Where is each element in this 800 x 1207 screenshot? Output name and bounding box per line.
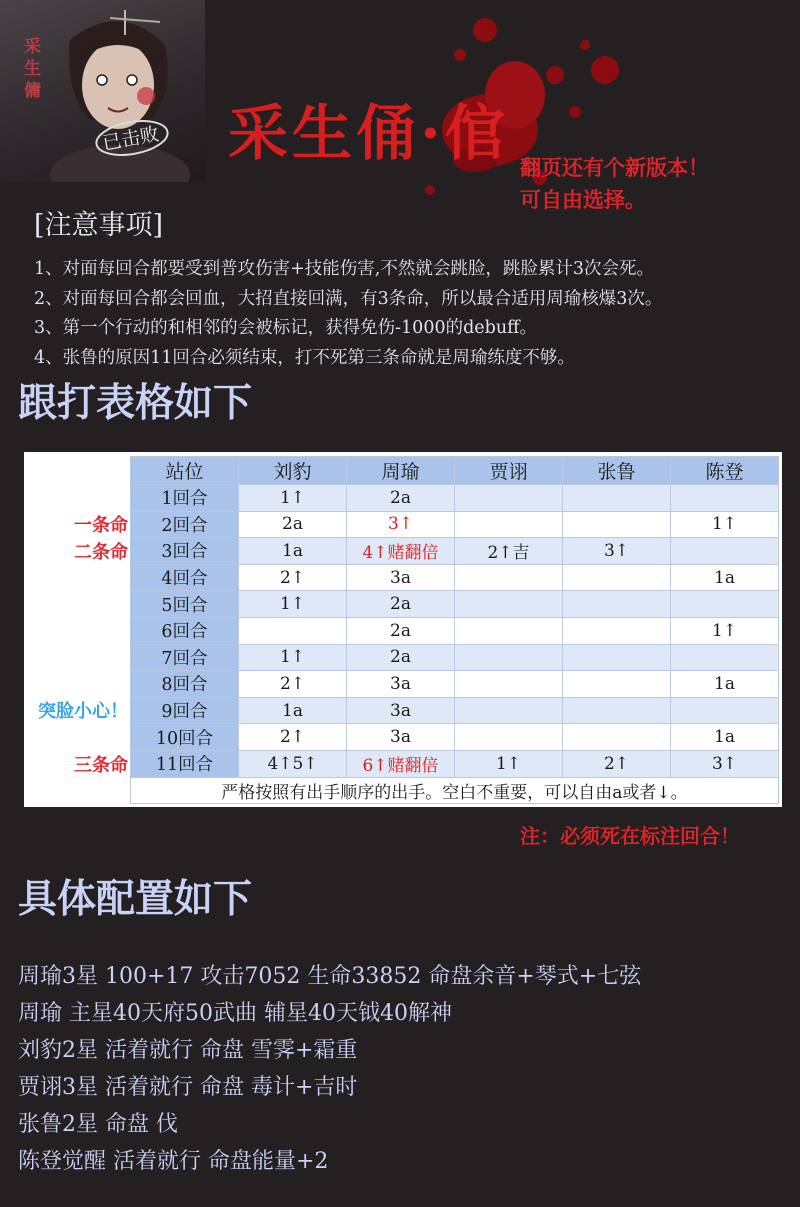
- notice-item: 3、第一个行动的和相邻的会被标记，获得免伤-1000的debuff。: [34, 318, 538, 338]
- table-row: [131, 538, 779, 565]
- table-cell: [455, 511, 563, 538]
- table-cell: 1a: [239, 538, 347, 565]
- table-cell: [563, 591, 671, 618]
- table-cell: [671, 591, 779, 618]
- table-cell: 4↑5↑: [239, 750, 347, 777]
- table-cell: [239, 617, 347, 644]
- table-cell: 3a: [347, 671, 455, 698]
- table-cell: 3a: [347, 564, 455, 591]
- round-cell: 10回合: [131, 724, 239, 751]
- table-cell: 2↑吉: [455, 538, 563, 565]
- round-cell: 4回合: [131, 564, 239, 591]
- table-cell: 1↑: [239, 644, 347, 671]
- table-cell: 2↑: [239, 671, 347, 698]
- turn-order-table-panel: [24, 452, 782, 807]
- notice-item: 4、张鲁的原因11回合必须结束，打不死第三条命就是周瑜练度不够。: [34, 347, 575, 368]
- config-line: 贾诩3星 活着就行 命盘 毒计+吉时: [18, 1075, 358, 1100]
- round-cell: 7回合: [131, 644, 239, 671]
- table-cell: 1a: [671, 564, 779, 591]
- table-cell: [455, 697, 563, 724]
- table-cell: 2a: [347, 644, 455, 671]
- round-cell: 3回合: [131, 538, 239, 565]
- header-jiaxu: 贾诩: [455, 457, 563, 485]
- table-cell: 1↑: [239, 485, 347, 512]
- portrait-vertical-text: 采生傭: [24, 37, 41, 101]
- table-cell: 1↑: [455, 750, 563, 777]
- table-cell: [455, 564, 563, 591]
- top-note-line: 翻页还有个新版本！: [520, 155, 709, 180]
- round-cell: 1回合: [131, 485, 239, 512]
- table-cell: [671, 644, 779, 671]
- table-footnote: 严格按照有出手顺序的出手。空白不重要，可以自由a或者↓。: [131, 777, 779, 804]
- table-row: [131, 485, 779, 512]
- table-cell: [455, 591, 563, 618]
- table-cell: 2↑: [239, 564, 347, 591]
- config-line: 刘豹2星 活着就行 命盘 雪霁+霜重: [18, 1038, 358, 1063]
- table-cell: 2a: [347, 617, 455, 644]
- table-cell: 3↑: [671, 750, 779, 777]
- config-line: 周瑜3星 100+17 攻击7052 生命33852 命盘余音+琴式+七弦: [18, 964, 642, 989]
- table-cell: [563, 671, 671, 698]
- config-line: 周瑜 主星40天府50武曲 辅星40天钺40解神: [18, 1001, 452, 1026]
- table-cell: 3a: [347, 697, 455, 724]
- row-side-label: 突脸小心！: [38, 701, 128, 723]
- table-row: [131, 671, 779, 698]
- notice-heading: [注意事项]: [34, 210, 164, 241]
- table-cell: 2a: [239, 511, 347, 538]
- config-list: [18, 958, 641, 1180]
- table-cell: 2a: [347, 591, 455, 618]
- table-cell: [563, 564, 671, 591]
- row-side-label: 三条命: [74, 754, 128, 776]
- table-cell: 2a: [347, 485, 455, 512]
- header-position: 站位: [131, 457, 239, 485]
- config-heading: 具体配置如下: [18, 876, 253, 922]
- boss-portrait: [0, 0, 205, 182]
- table-cell: 1a: [239, 697, 347, 724]
- table-row: [131, 750, 779, 777]
- table-cell: [455, 617, 563, 644]
- table-heading: 跟打表格如下: [18, 380, 253, 426]
- table-row: [131, 564, 779, 591]
- notice-item: 1、对面每回合都要受到普攻伤害+技能伤害,不然就会跳脸，跳脸累计3次会死。: [34, 259, 654, 279]
- header-liubao: 刘豹: [239, 457, 347, 485]
- table-row: [131, 617, 779, 644]
- boss-title: 采生俑·倌: [228, 99, 509, 169]
- table-cell: 1a: [671, 724, 779, 751]
- table-cell: 3↑: [563, 538, 671, 565]
- table-cell: [563, 644, 671, 671]
- table-cell: [563, 617, 671, 644]
- table-cell: 4↑赌翻倍: [347, 538, 455, 565]
- round-cell: 2回合: [131, 511, 239, 538]
- table-cell: [671, 538, 779, 565]
- round-cell: 9回合: [131, 697, 239, 724]
- round-cell: 8回合: [131, 671, 239, 698]
- table-row: [131, 644, 779, 671]
- table-cell: [563, 724, 671, 751]
- top-note-line: 可自由选择。: [520, 187, 646, 212]
- row-side-label: 一条命: [74, 515, 128, 537]
- table-row: [131, 511, 779, 538]
- notice-list: [34, 255, 662, 373]
- table-cell: 1↑: [671, 617, 779, 644]
- defeated-stamp: 已击败: [100, 123, 161, 155]
- table-footnote-row: [131, 777, 779, 804]
- table-cell: [671, 697, 779, 724]
- config-line: 张鲁2星 命盘 伐: [18, 1112, 178, 1137]
- round-cell: 11回合: [131, 750, 239, 777]
- table-cell: 6↑赌翻倍: [347, 750, 455, 777]
- table-cell: 1↑: [671, 511, 779, 538]
- table-row: [131, 724, 779, 751]
- round-cell: 5回合: [131, 591, 239, 618]
- table-cell: [455, 671, 563, 698]
- top-note: [520, 152, 709, 216]
- table-cell: 1a: [671, 671, 779, 698]
- header-zhouyu: 周瑜: [347, 457, 455, 485]
- row-side-label: 二条命: [74, 541, 128, 563]
- turn-order-table: [130, 456, 779, 804]
- table-cell: [455, 724, 563, 751]
- table-row: [131, 591, 779, 618]
- header-zhanglu: 张鲁: [563, 457, 671, 485]
- table-cell: [455, 485, 563, 512]
- table-cell: 1↑: [239, 591, 347, 618]
- table-header-row: [131, 457, 779, 485]
- table-row: [131, 697, 779, 724]
- table-cell: 3↑: [347, 511, 455, 538]
- table-cell: [563, 511, 671, 538]
- table-cell: 2↑: [563, 750, 671, 777]
- table-cell: [455, 644, 563, 671]
- table-cell: [563, 485, 671, 512]
- round-cell: 6回合: [131, 617, 239, 644]
- config-line: 陈登觉醒 活着就行 命盘能量+2: [18, 1149, 329, 1174]
- notice-item: 2、对面每回合都会回血，大招直接回满，有3条命，所以最合适用周瑜核爆3次。: [34, 288, 663, 309]
- bottom-note: 注：必须死在标注回合！: [520, 824, 740, 848]
- header-chendeng: 陈登: [671, 457, 779, 485]
- table-cell: 3a: [347, 724, 455, 751]
- table-cell: [671, 485, 779, 512]
- table-cell: [563, 697, 671, 724]
- table-cell: 2↑: [239, 724, 347, 751]
